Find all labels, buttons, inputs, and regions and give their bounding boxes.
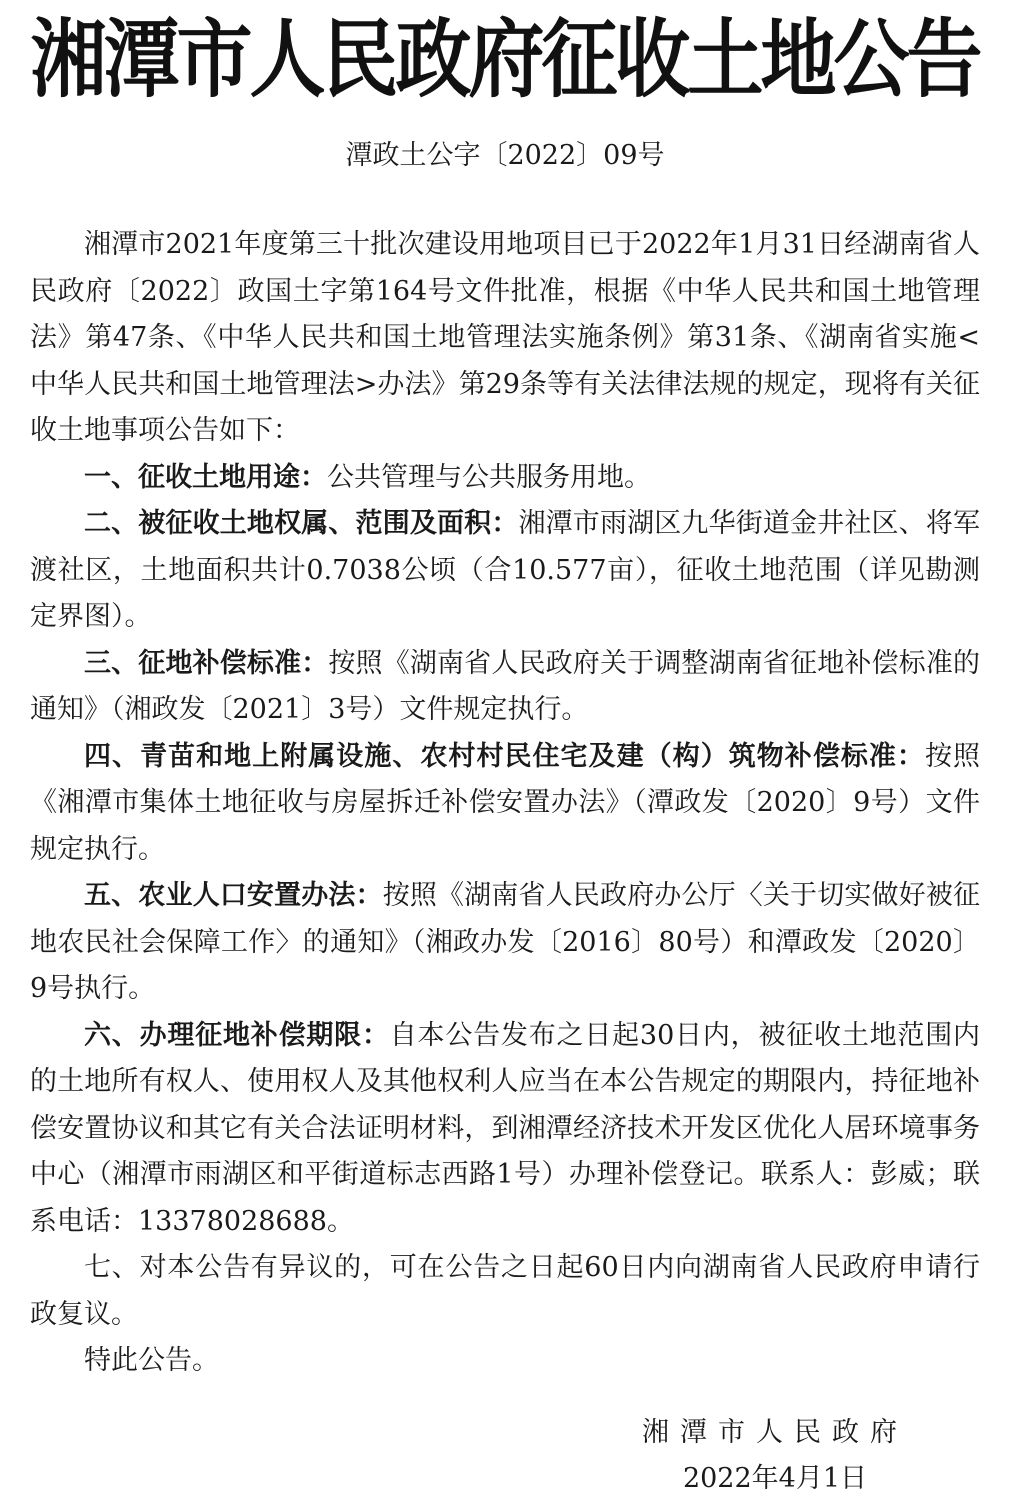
section-4-paragraph xyxy=(30,734,980,874)
section-1-heading: 一、征收土地用途： xyxy=(84,461,327,493)
notice-body xyxy=(30,222,980,1385)
section-5-heading: 五、农业人口安置办法： xyxy=(84,880,383,911)
section-1-text: 公共管理与公共服务用地。 xyxy=(327,461,651,493)
section-6-paragraph xyxy=(30,1013,980,1246)
section-7-paragraph: 七、对本公告有异议的，可在公告之日起60日内向湖南省人民政府申请行政复议。 xyxy=(30,1252,980,1330)
section-2-paragraph xyxy=(30,501,980,641)
section-2-text: 湘潭市雨湖区九华街道金井社区、将军渡社区，土地面积共计0.7038公顷（合10.577亩），征收土地范围（详见勘测定界图）。 xyxy=(30,508,980,632)
notice-title: 湘潭市人民政府征收土地公告 xyxy=(30,9,980,110)
section-3-paragraph xyxy=(30,641,980,734)
section-1-paragraph xyxy=(30,455,980,502)
section-3-heading: 三、征地补偿标准： xyxy=(84,647,329,679)
section-5-text: 按照《湖南省人民政府办公厅〈关于切实做好被征地农民社会保障工作〉的通知》（湘政办发〔2016〕80号）和潭政发〔2020〕9号执行。 xyxy=(30,880,980,1004)
section-3-text: 按照《湖南省人民政府关于调整湖南省征地补偿标准的通知》（湘政发〔2021〕3号）文件规定执行。 xyxy=(30,647,980,725)
document-number: 潭政土公字〔2022〕09号 xyxy=(345,140,665,171)
section-4-heading: 四、青苗和地上附属设施、农村村民住宅及建（构）筑物补偿标准： xyxy=(84,740,925,772)
intro-paragraph: 湘潭市2021年度第三十批次建设用地项目已于2022年1月31日经湖南省人民政府〔2022〕政国土字第164号文件批准，根据《中华人民共和国土地管理法》第47条、《中华人民共和国土地管理法实施条例》第31条、《湖南省实施<中华人民共和国土地管理法>办法》第29条等有关法律法规的规定，现将有关征收土地事项公告如下： xyxy=(30,229,980,446)
section-6-heading: 六、办理征地补偿期限： xyxy=(84,1019,390,1051)
section-6-text: 自本公告发布之日起30日内，被征收土地范围内的土地所有权人、使用权人及其他权利人应当在本公告规定的期限内，持征地补偿安置协议和其它有关合法证明材料，到湘潭经济技术开发区优化人居环境事务中心（湘潭市雨湖区和平街道标志西路1号）办理补偿登记。联系人：彭威；联系电话：13378028688。 xyxy=(30,1019,981,1237)
issue-date: 2022年4月1日 xyxy=(682,1463,868,1494)
section-5-paragraph xyxy=(30,873,980,1013)
section-2-heading: 二、被征收土地权属、范围及面积： xyxy=(84,508,519,539)
signature-block xyxy=(600,1410,950,1502)
issuing-organization: 湘潭市人民政府 xyxy=(642,1417,908,1448)
closing-line: 特此公告。 xyxy=(84,1345,219,1376)
section-4-text: 按照《湘潭市集体土地征收与房屋拆迁补偿安置办法》（潭政发〔2020〕9号）文件规定执行。 xyxy=(30,740,981,865)
